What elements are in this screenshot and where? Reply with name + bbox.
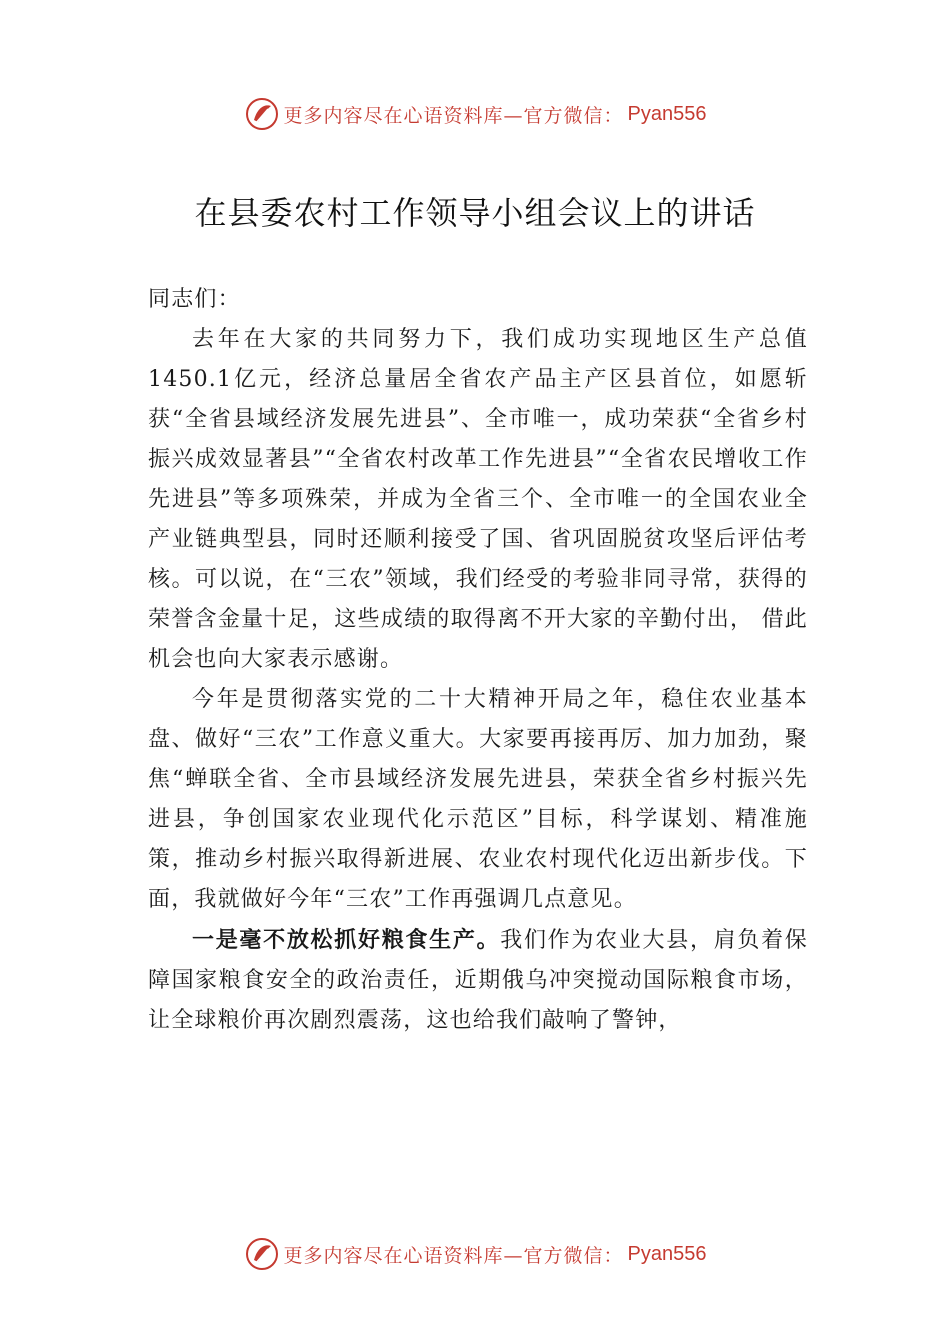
document-body [148, 280, 808, 1041]
watermark-header [0, 96, 950, 132]
brand-logo-icon [244, 1236, 280, 1272]
document-title: 在县委农村工作领导小组会议上的讲话 [194, 194, 756, 232]
watermark-wechat-id: Pyan556 [627, 1242, 707, 1265]
point-one-lead: 一是毫不放松抓好粮食生产。 [192, 927, 501, 953]
watermark-footer [0, 1236, 950, 1272]
brand-logo-icon [244, 96, 280, 132]
watermark-wechat-id: Pyan556 [627, 102, 707, 125]
paragraph-1: 去年在大家的共同努力下，我们成功实现地区生产总值1450.1亿元，经济总量居全省农产品主产区县首位，如愿斩获“全省县域经济发展先进县”、全市唯一，成功荣获“全省乡村振兴成效显著县”“全省农村改革工作先进县”“全省农民增收工作先进县”等多项殊荣，并成为全省三个、全市唯一的全国农业全产业链典型县，同时还顺利接受了国、省巩固脱贫攻坚后评估考核。可以说，在“三农”领域，我们经受的考验非同寻常，获得的荣誉含金量十足，这些成绩的取得离不开大家的辛勤付出， 借此机会也向大家表示感谢。 [148, 327, 808, 672]
watermark-text: 更多内容尽在心语资料库—官方微信： [283, 1244, 624, 1267]
watermark-text: 更多内容尽在心语资料库—官方微信： [283, 104, 624, 127]
paragraph-3 [148, 920, 808, 1041]
point-one-body: 我们作为农业大县，肩负着保障国家粮食安全的政治责任，近期俄乌冲突搅动国际粮食市场，让全球粮价再次剧烈震荡，这也给我们敲响了警钟， [148, 928, 808, 1033]
paragraph-2: 今年是贯彻落实党的二十大精神开局之年，稳住农业基本盘、做好“三农”工作意义重大。大家要再接再厉、加力加劲，聚焦“蝉联全省、全市县域经济发展先进县，荣获全省乡村振兴先进县，争创国家农业现代化示范区”目标，科学谋划、精准施策，推动乡村振兴取得新进展、农业农村现代化迈出新步伐。下面，我就做好今年“三农”工作再强调几点意见。 [148, 687, 808, 912]
salutation: 同志们： [148, 287, 241, 312]
